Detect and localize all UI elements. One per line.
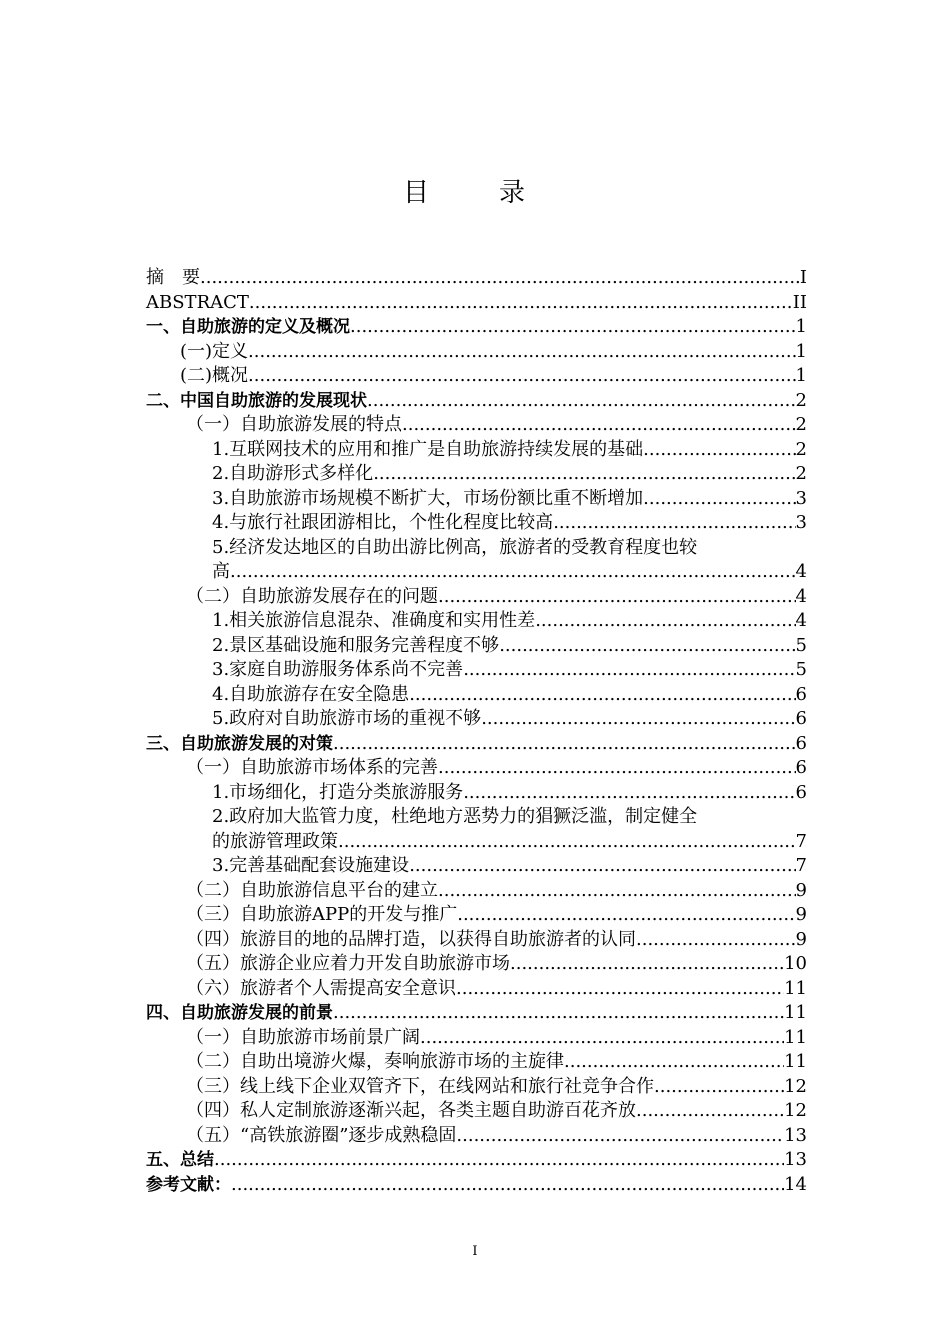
toc-page: 1 (795, 365, 807, 386)
toc-page: 11 (784, 1051, 807, 1072)
toc-page: 9 (795, 904, 807, 925)
toc-label: 2.自助游形式多样化 (212, 463, 374, 484)
toc-label: 摘 要 (146, 267, 200, 288)
toc-page: 4 (795, 585, 807, 607)
toc-page: 6 (795, 781, 807, 803)
toc-entry-abstract-en[interactable] (146, 291, 807, 316)
toc-label: （四）旅游目的地的品牌打造，以获得自助旅游者的认同 (186, 928, 636, 950)
toc-page: 2 (795, 463, 807, 484)
toc-label: 4.与旅行社跟团游相比，个性化程度比较高 (212, 512, 554, 533)
toc-label: （三）线上线下企业双管齐下，在线网站和旅行社竞争合作 (186, 1075, 654, 1097)
toc-label: （五）“高铁旅游圈”逐步成熟稳固 (186, 1124, 457, 1146)
toc-label: 2.政府加大监管力度，杜绝地方恶势力的猖獗泛滥，制定健全 (212, 806, 698, 827)
toc-entry-2-1[interactable] (146, 413, 807, 438)
toc-label-continued: 的旅游管理政策 (212, 830, 338, 852)
toc-page: 6 (795, 683, 807, 705)
toc-entry-4-3[interactable] (146, 1075, 807, 1100)
toc-label: （二）自助旅游信息平台的建立 (186, 879, 438, 901)
toc-entry-chapter-5[interactable] (146, 1148, 807, 1173)
toc-entry-chapter-1[interactable] (146, 315, 807, 340)
toc-label: 1.互联网技术的应用和推广是自助旅游持续发展的基础 (212, 438, 644, 460)
toc-entry-1-2[interactable] (146, 364, 807, 389)
toc-label: ABSTRACT (146, 291, 249, 313)
toc-page: 7 (795, 830, 807, 852)
toc-label: 一、自助旅游的定义及概况 (146, 317, 350, 337)
toc-entry-3-1-2-line1[interactable] (146, 805, 807, 830)
toc-label: 五、总结 (146, 1150, 214, 1170)
toc-entry-chapter-4[interactable] (146, 1001, 807, 1026)
toc-page: 11 (784, 1026, 807, 1048)
toc-entry-2-2-5[interactable] (146, 707, 807, 732)
toc-page: 2 (795, 389, 807, 411)
toc-entry-3-3[interactable] (146, 903, 807, 928)
toc-entry-2-2-3[interactable] (146, 658, 807, 683)
toc-page: 12 (784, 1100, 807, 1121)
toc-entry-2-1-5-line1[interactable] (146, 536, 807, 561)
toc-entry-abstract-cn[interactable] (146, 266, 807, 291)
toc-page: 12 (784, 1075, 807, 1097)
toc-page: 4 (795, 610, 807, 631)
toc-entry-3-6[interactable] (146, 977, 807, 1002)
toc-label: 三、自助旅游发展的对策 (146, 733, 333, 754)
toc-entry-chapter-2[interactable] (146, 389, 807, 414)
toc-label: （六）旅游者个人需提高安全意识 (186, 977, 456, 999)
toc-entry-4-4[interactable] (146, 1099, 807, 1124)
toc-page: 2 (795, 414, 807, 435)
toc-page: 1 (795, 340, 807, 362)
page-number: I (472, 1244, 478, 1259)
toc-label: 1.市场细化，打造分类旅游服务 (212, 781, 464, 803)
toc-page: 5 (795, 659, 807, 680)
toc-page: 3 (795, 512, 807, 533)
toc-entry-3-2[interactable] (146, 879, 807, 904)
toc-entry-2-1-1[interactable] (146, 438, 807, 463)
toc-page: 10 (784, 953, 807, 974)
toc-entry-2-2-1[interactable] (146, 609, 807, 634)
page-title: 目 录 (402, 178, 547, 208)
toc-label: 2.景区基础设施和服务完善程度不够 (212, 634, 500, 656)
toc-entry-4-5[interactable] (146, 1124, 807, 1149)
toc-page: II (792, 291, 807, 313)
toc-entry-2-1-3[interactable] (146, 487, 807, 512)
toc-entry-4-2[interactable] (146, 1050, 807, 1075)
toc-page: 11 (784, 977, 807, 999)
toc-label: 参考文献： (146, 1174, 231, 1195)
toc-entry-1-1[interactable] (146, 340, 807, 365)
toc-entry-chapter-3[interactable] (146, 732, 807, 757)
toc-label: 二、中国自助旅游的发展现状 (146, 390, 367, 411)
toc-label: （二）自助旅游发展存在的问题 (186, 585, 438, 607)
toc-entry-2-2[interactable] (146, 585, 807, 610)
toc-page: 9 (795, 928, 807, 950)
toc-entry-4-1[interactable] (146, 1026, 807, 1051)
toc-label: （三）自助旅游APP的开发与推广 (186, 904, 458, 925)
toc-label: （二）自助出境游火爆，奏响旅游市场的主旋律 (186, 1051, 564, 1072)
toc-label: （一）自助旅游市场体系的完善 (186, 757, 438, 778)
toc-page: 1 (795, 316, 807, 337)
toc-label: （一）自助旅游市场前景广阔 (186, 1026, 420, 1048)
table-of-contents (146, 266, 807, 1197)
toc-label: 4.自助旅游存在安全隐患 (212, 683, 410, 705)
toc-label: 5.政府对自助旅游市场的重视不够 (212, 708, 482, 729)
toc-label: 1.相关旅游信息混杂、准确度和实用性差 (212, 610, 536, 631)
toc-page: 3 (795, 487, 807, 509)
toc-entry-2-2-2[interactable] (146, 634, 807, 659)
toc-page: 9 (795, 879, 807, 901)
toc-page: 13 (784, 1149, 807, 1170)
toc-page: 5 (795, 634, 807, 656)
toc-page: 14 (784, 1173, 807, 1195)
toc-label: （四）私人定制旅游逐渐兴起，各类主题自助游百花齐放 (186, 1100, 636, 1121)
toc-page: 6 (795, 732, 807, 754)
toc-page: 13 (784, 1124, 807, 1146)
toc-label: 3.自助旅游市场规模不断扩大，市场份额比重不断增加 (212, 487, 644, 509)
toc-page: 11 (784, 1002, 807, 1023)
toc-page: I (799, 267, 807, 288)
toc-entry-2-1-5[interactable] (146, 560, 807, 585)
toc-entry-3-4[interactable] (146, 928, 807, 953)
toc-label: （一）自助旅游发展的特点 (186, 414, 402, 435)
toc-entry-3-1-3[interactable] (146, 854, 807, 879)
toc-entry-2-1-2[interactable] (146, 462, 807, 487)
toc-label: 5.经济发达地区的自助出游比例高，旅游者的受教育程度也较 (212, 536, 698, 558)
toc-page: 6 (795, 757, 807, 778)
toc-label: (一)定义 (180, 340, 249, 362)
toc-label: 3.家庭自助游服务体系尚不完善 (212, 659, 464, 680)
toc-entry-3-5[interactable] (146, 952, 807, 977)
toc-entry-references[interactable] (146, 1173, 807, 1198)
toc-page: 6 (795, 708, 807, 729)
toc-label-continued: 高 (212, 561, 230, 582)
toc-entry-3-1-2[interactable] (146, 830, 807, 855)
toc-label: （五）旅游企业应着力开发自助旅游市场 (186, 953, 510, 974)
toc-page: 7 (795, 855, 807, 876)
toc-label: 四、自助旅游发展的前景 (146, 1003, 333, 1023)
toc-page: 4 (795, 561, 807, 582)
toc-entry-3-1[interactable] (146, 756, 807, 781)
toc-label: 3.完善基础配套设施建设 (212, 855, 410, 876)
toc-label: (二)概况 (180, 365, 249, 386)
toc-entry-2-2-4[interactable] (146, 683, 807, 708)
toc-entry-3-1-1[interactable] (146, 781, 807, 806)
toc-entry-2-1-4[interactable] (146, 511, 807, 536)
toc-page: 2 (795, 438, 807, 460)
